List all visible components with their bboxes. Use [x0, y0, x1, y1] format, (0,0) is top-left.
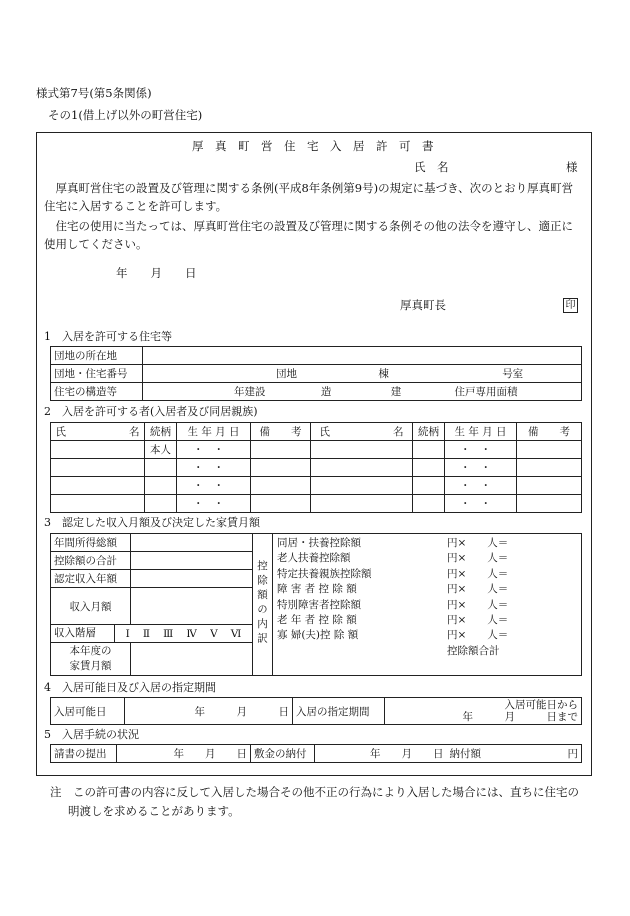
section-4-title: 4 入居可能日及び入居の指定期間	[44, 681, 216, 694]
occupant-dob-r: ・・	[445, 459, 517, 477]
occupant-name-r[interactable]	[311, 477, 413, 495]
deposit-date-ymd: 年 月 日	[370, 748, 444, 760]
section-3-title: 3 認定した収入月額及び決定した家賃月額	[44, 516, 260, 529]
occupant-dob-r: ・・	[445, 495, 517, 513]
occupant-dob: ・・	[177, 495, 251, 513]
occupant-note-r[interactable]	[517, 477, 582, 495]
deduction-total: 控除額合計	[447, 644, 500, 657]
tou-unit: 棟	[378, 368, 389, 380]
header-name-2: 氏 名	[311, 423, 413, 441]
section-1-title: 1 入居を許可する住宅等	[44, 330, 172, 343]
occupant-note[interactable]	[251, 459, 311, 477]
occupant-name-r[interactable]	[311, 495, 413, 513]
income-bracket-row	[51, 625, 253, 643]
occupant-relation[interactable]	[145, 495, 177, 513]
occupant-dob: ・・	[177, 477, 251, 495]
occupant-dob-r: ・・	[445, 477, 517, 495]
paragraph-2-line-2: 使用してください。	[44, 237, 148, 251]
deduction-row	[277, 613, 577, 628]
deduction-row	[277, 582, 577, 597]
designated-period-label: 入居の指定期間	[293, 698, 385, 725]
deduction-name: 寡 婦(夫)控 除 額	[277, 629, 359, 642]
deduction-formula: 円× 人＝	[447, 614, 509, 627]
occupant-dob-r: ・・	[445, 441, 517, 459]
structure-unit: 造	[320, 386, 332, 398]
location-label	[51, 347, 143, 365]
annual-income-field[interactable]	[131, 534, 253, 552]
available-date-ymd: 年 月 日	[194, 705, 289, 718]
monthly-rent-line-2: 家賃月額	[69, 660, 112, 672]
occupant-name-r[interactable]	[311, 459, 413, 477]
structure-field[interactable]	[143, 383, 582, 401]
occupant-note[interactable]	[251, 441, 311, 459]
structure-label: 住宅の構造等	[51, 383, 143, 401]
deduction-breakdown-text: 控除額の内訳	[256, 559, 268, 647]
paragraph-1-line-2: 住宅に入居することを許可します。	[44, 199, 228, 213]
deduction-formula: 円× 人＝	[447, 598, 509, 611]
location-text: 団地の所在地	[54, 350, 117, 362]
occupant-relation-r[interactable]	[413, 459, 445, 477]
bracket-5[interactable]: Ⅴ	[210, 627, 218, 640]
deduction-total-row	[277, 644, 577, 659]
occupant-relation-r[interactable]	[413, 441, 445, 459]
income-bracket-levels	[115, 628, 252, 640]
deduction-row	[277, 551, 577, 566]
occupant-dob: ・・	[177, 459, 251, 477]
issue-date: 年 月 日	[116, 266, 197, 280]
deduction-name: 老 年 者 控 除 額	[277, 614, 357, 627]
deduction-formula: 円× 人＝	[447, 552, 509, 565]
pledge-date-field[interactable]	[117, 745, 251, 763]
note-line-2: 明渡しを求めることがあります。	[68, 804, 240, 818]
occupant-relation-r[interactable]	[413, 495, 445, 513]
bracket-3[interactable]: Ⅲ	[163, 627, 174, 640]
deduction-name: 老人扶養控除額	[277, 552, 351, 565]
period-from: 入居可能日から	[504, 699, 578, 711]
header-relation-2: 続柄	[413, 423, 445, 441]
deduction-sum-label: 控除額の合計	[51, 552, 131, 570]
monthly-income-field[interactable]	[131, 588, 253, 625]
occupant-note-r[interactable]	[517, 495, 582, 513]
paragraph-1-line-1: 厚真町営住宅の設置及び管理に関する条例(平成8年条例第9号)の規定に基づき、次のとおり厚真町営	[44, 181, 574, 195]
occupants-table	[50, 422, 582, 513]
occupant-name[interactable]	[51, 441, 145, 459]
header-name: 氏 名	[51, 423, 145, 441]
bracket-6[interactable]: Ⅵ	[230, 627, 242, 640]
yen-unit: 円	[567, 748, 578, 760]
deposit-label: 敷金の納付	[251, 745, 315, 763]
header-note: 備 考	[251, 423, 311, 441]
bracket-4[interactable]: Ⅳ	[186, 627, 197, 640]
form-number: 様式第7号(第5条関係)	[36, 86, 152, 100]
occupant-note-r[interactable]	[517, 441, 582, 459]
occupant-relation: 本人	[145, 441, 177, 459]
bracket-2[interactable]: Ⅱ	[142, 627, 150, 640]
deduction-name: 同居・扶養控除額	[277, 537, 361, 549]
bracket-1[interactable]: Ⅰ	[125, 627, 130, 640]
monthly-rent-line-1: 本年度の	[69, 645, 112, 657]
period-to: 年 月 日まで	[462, 711, 578, 723]
occupant-name[interactable]	[51, 459, 145, 477]
designated-period-field[interactable]	[385, 698, 582, 725]
deduction-name: 障 害 者 控 除 額	[277, 583, 357, 596]
period-table	[50, 697, 582, 725]
note-line-1: 注 この許可書の内容に反して入居した場合その他不正の行為により入居した場合には、直ちに住宅の	[50, 785, 579, 799]
occupant-note[interactable]	[251, 477, 311, 495]
danchi-unit: 団地	[276, 368, 297, 380]
monthly-income-label: 収入月額	[51, 588, 131, 625]
deduction-formula: 円× 人＝	[447, 629, 509, 642]
deduction-breakdown-label	[253, 534, 273, 676]
section-1-table	[50, 346, 582, 401]
monthly-rent-field[interactable]	[131, 643, 253, 676]
seal-text: 印	[563, 298, 578, 313]
header-dob-2: 生 年 月 日	[445, 423, 517, 441]
deduction-row	[277, 598, 577, 613]
deduction-row	[277, 536, 577, 551]
occupant-name-r[interactable]	[311, 441, 413, 459]
floor-area-label: 住戸専用面積	[454, 386, 518, 398]
income-table	[50, 533, 582, 676]
annual-income-label: 年間所得総額	[51, 534, 131, 552]
occupant-name[interactable]	[51, 495, 145, 513]
occupant-relation[interactable]	[145, 459, 177, 477]
occupant-dob: ・・	[177, 441, 251, 459]
deduction-sum-field[interactable]	[131, 552, 253, 570]
name-label: 氏 名	[414, 160, 449, 174]
document-title: 厚 真 町 営 住 宅 入 居 許 可 書	[192, 139, 434, 153]
recognized-income-field[interactable]	[131, 570, 253, 588]
procedure-table	[50, 744, 582, 763]
sama-label: 様	[566, 160, 578, 174]
form-subtitle: その1(借上げ以外の町営住宅)	[48, 108, 203, 122]
deduction-name: 特別障害者控除額	[277, 598, 361, 611]
available-date-label: 入居可能日	[51, 698, 125, 725]
floors-unit: 建	[390, 386, 402, 398]
housing-number-field[interactable]	[143, 365, 582, 383]
monthly-rent-label	[51, 643, 131, 676]
income-bracket-label: 収入階層	[51, 625, 115, 642]
deduction-row	[277, 567, 577, 582]
section-2-title: 2 入居を許可する者(入居者及び同居親族)	[44, 405, 258, 418]
mayor-label: 厚真町長	[400, 298, 446, 312]
housing-number-label: 団地・住宅番号	[51, 365, 143, 383]
deduction-list	[273, 534, 582, 676]
pledge-label: 請書の提出	[51, 745, 117, 763]
goshitsu-unit: 号室	[502, 368, 524, 380]
recognized-income-label: 認定収入年額	[51, 570, 131, 588]
deposit-date-field[interactable]	[315, 745, 447, 763]
built-year-unit: 年建設	[234, 386, 266, 398]
deduction-row	[277, 628, 577, 643]
occupant-name[interactable]	[51, 477, 145, 495]
paragraph-2-line-1: 住宅の使用に当たっては、厚真町営住宅の設置及び管理に関する条例その他の法令を遵守し、適正に	[44, 219, 573, 233]
occupant-note[interactable]	[251, 495, 311, 513]
pledge-date-ymd: 年 月 日	[173, 748, 247, 760]
section-5-title: 5 入居手続の状況	[44, 728, 139, 741]
payment-amount-field[interactable]	[491, 745, 582, 763]
header-dob: 生 年 月 日	[177, 423, 251, 441]
payment-amount-label: 納付額	[447, 745, 491, 763]
seal-mark	[563, 298, 578, 313]
header-note-2: 備 考	[517, 423, 582, 441]
deduction-formula: 円× 人＝	[447, 567, 509, 580]
deduction-formula: 円× 人＝	[447, 537, 509, 549]
location-field[interactable]	[143, 347, 582, 365]
deduction-formula: 円× 人＝	[447, 583, 509, 596]
occupant-note-r[interactable]	[517, 459, 582, 477]
header-relation: 続柄	[145, 423, 177, 441]
occupant-relation[interactable]	[145, 477, 177, 495]
occupant-relation-r[interactable]	[413, 477, 445, 495]
deduction-name: 特定扶養親族控除額	[277, 567, 372, 580]
available-date-field[interactable]	[125, 698, 293, 725]
